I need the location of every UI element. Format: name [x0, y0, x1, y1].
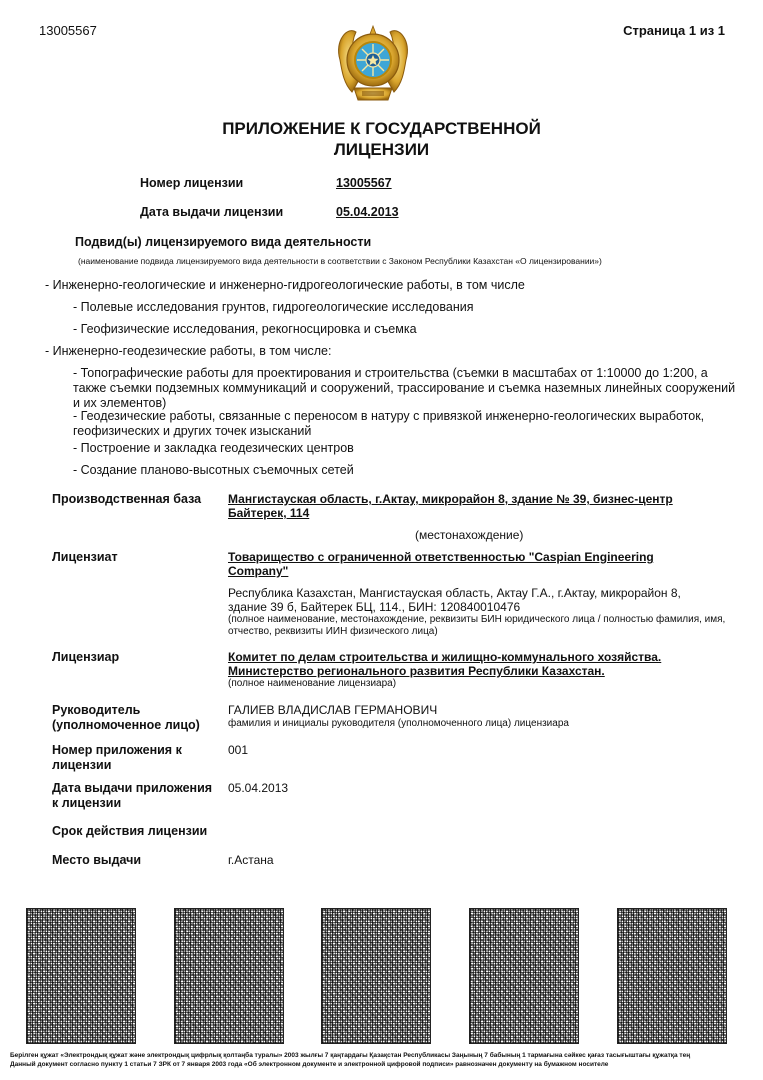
license-number-value: 13005567: [336, 176, 392, 190]
head-label-line2: (уполномоченное лицо): [52, 718, 200, 732]
subtypes-note: (наименование подвида лицензируемого вида деятельности в соответствии с Законом Республики Казахстан «О лицензировании»): [78, 256, 602, 266]
place-value: г.Астана: [228, 853, 274, 867]
licensor-name: Комитет по делам строительства и жилищно-коммунального хозяйства. Министерство регионального развития Республики Казахстан.: [228, 650, 662, 678]
qr-code-icon: [174, 908, 284, 1044]
appendix-number-value: 001: [228, 743, 249, 757]
subtype-item: - Инженерно-геологические и инженерно-гидрогеологические работы, в том числе: [45, 278, 525, 292]
validity-label: Срок действия лицензии: [52, 824, 208, 838]
subtype-item: - Топографические работы для проектирования и строительства (съемки в масштабах от 1:10000 до 1:200, а также съемки подземных коммуникаций и сооружений, трассирование и съемка наземных линейных сооружений и их элементов): [73, 366, 736, 410]
production-base-value: Мангистауская область, г.Актау, микрорайон 8, здание № 39, бизнес-центр Байтерек, 114: [228, 492, 673, 520]
qr-code-icon: [469, 908, 579, 1044]
head-note: фамилия и инициалы руководителя (уполномоченного лица) лицензиара: [228, 718, 569, 729]
license-date-value: 05.04.2013: [336, 205, 399, 219]
document-number: 13005567: [39, 23, 97, 38]
appendix-date-label-line2: к лицензии: [52, 796, 122, 810]
subtype-item: - Создание планово-высотных съемочных сетей: [73, 463, 354, 477]
subtype-item: - Геодезические работы, связанные с переносом в натуру с привязкой инженерно-геологических выработок, геофизических и других точек изысканий: [73, 409, 705, 438]
production-base-note: (местонахождение): [415, 528, 524, 542]
document-title-line2: ЛИЦЕНЗИИ: [333, 140, 430, 159]
licensor-label: Лицензиар: [52, 650, 120, 664]
production-base-label: Производственная база: [52, 492, 202, 506]
document-title-line1: ПРИЛОЖЕНИЕ К ГОСУДАРСТВЕННОЙ: [222, 119, 541, 138]
footer-line-kazakh: Берілген құжат «Электрондық құжат және электрондық цифрлық қолтаңба туралы» 2003 жылғы 7 қаңтардағы Қазақстан Республикасы Заңының 7 бабының 1 тармағына сәйкес қағаз тасығыштағы құжатқа тең: [10, 1052, 691, 1059]
page-indicator: Страница 1 из 1: [623, 23, 725, 38]
licensee-note: (полное наименование, местонахождение, реквизиты БИН юридического лица / полностью фамилия, имя, отчество, реквизиты ИИН физического лица): [228, 614, 726, 637]
license-number-label: Номер лицензии: [140, 176, 244, 190]
footer-line-russian: Данный документ согласно пункту 1 статьи 7 ЗРК от 7 января 2003 года «Об электронном документе и электронной цифровой подписи» равнозначен документу на бумажном носителе: [10, 1061, 609, 1068]
qr-code-icon: [321, 908, 431, 1044]
appendix-date-value: 05.04.2013: [228, 781, 289, 795]
licensee-label: Лицензиат: [52, 550, 118, 564]
state-emblem-icon: [334, 22, 412, 104]
appendix-number-label-line1: Номер приложения к: [52, 743, 182, 757]
licensor-note: (полное наименование лицензиара): [228, 678, 397, 689]
licensee-name: Товарищество с ограниченной ответственностью "Caspian Engineering Company": [228, 550, 654, 578]
licensee-address: Республика Казахстан, Мангистауская область, Актау Г.А., г.Актау, микрорайон 8, здание 39 б, Байтерек БЦ, 114., БИН: 120840010476: [228, 586, 681, 614]
subtype-item: - Геофизические исследования, рекогносцировка и съемка: [73, 322, 417, 336]
subtypes-heading: Подвид(ы) лицензируемого вида деятельности: [75, 235, 372, 249]
subtype-item: - Инженерно-геодезические работы, в том числе:: [45, 344, 332, 358]
appendix-date-label-line1: Дата выдачи приложения: [52, 781, 213, 795]
qr-code-icon: [26, 908, 136, 1044]
head-label-line1: Руководитель: [52, 703, 141, 717]
subtype-item: - Полевые исследования грунтов, гидрогеологические исследования: [73, 300, 474, 314]
subtype-item: - Построение и закладка геодезических центров: [73, 441, 354, 455]
appendix-number-label-line2: лицензии: [52, 758, 112, 772]
head-name: ГАЛИЕВ ВЛАДИСЛАВ ГЕРМАНОВИЧ: [228, 703, 438, 717]
place-label: Место выдачи: [52, 853, 142, 867]
license-date-label: Дата выдачи лицензии: [140, 205, 284, 219]
qr-code-icon: [617, 908, 727, 1044]
